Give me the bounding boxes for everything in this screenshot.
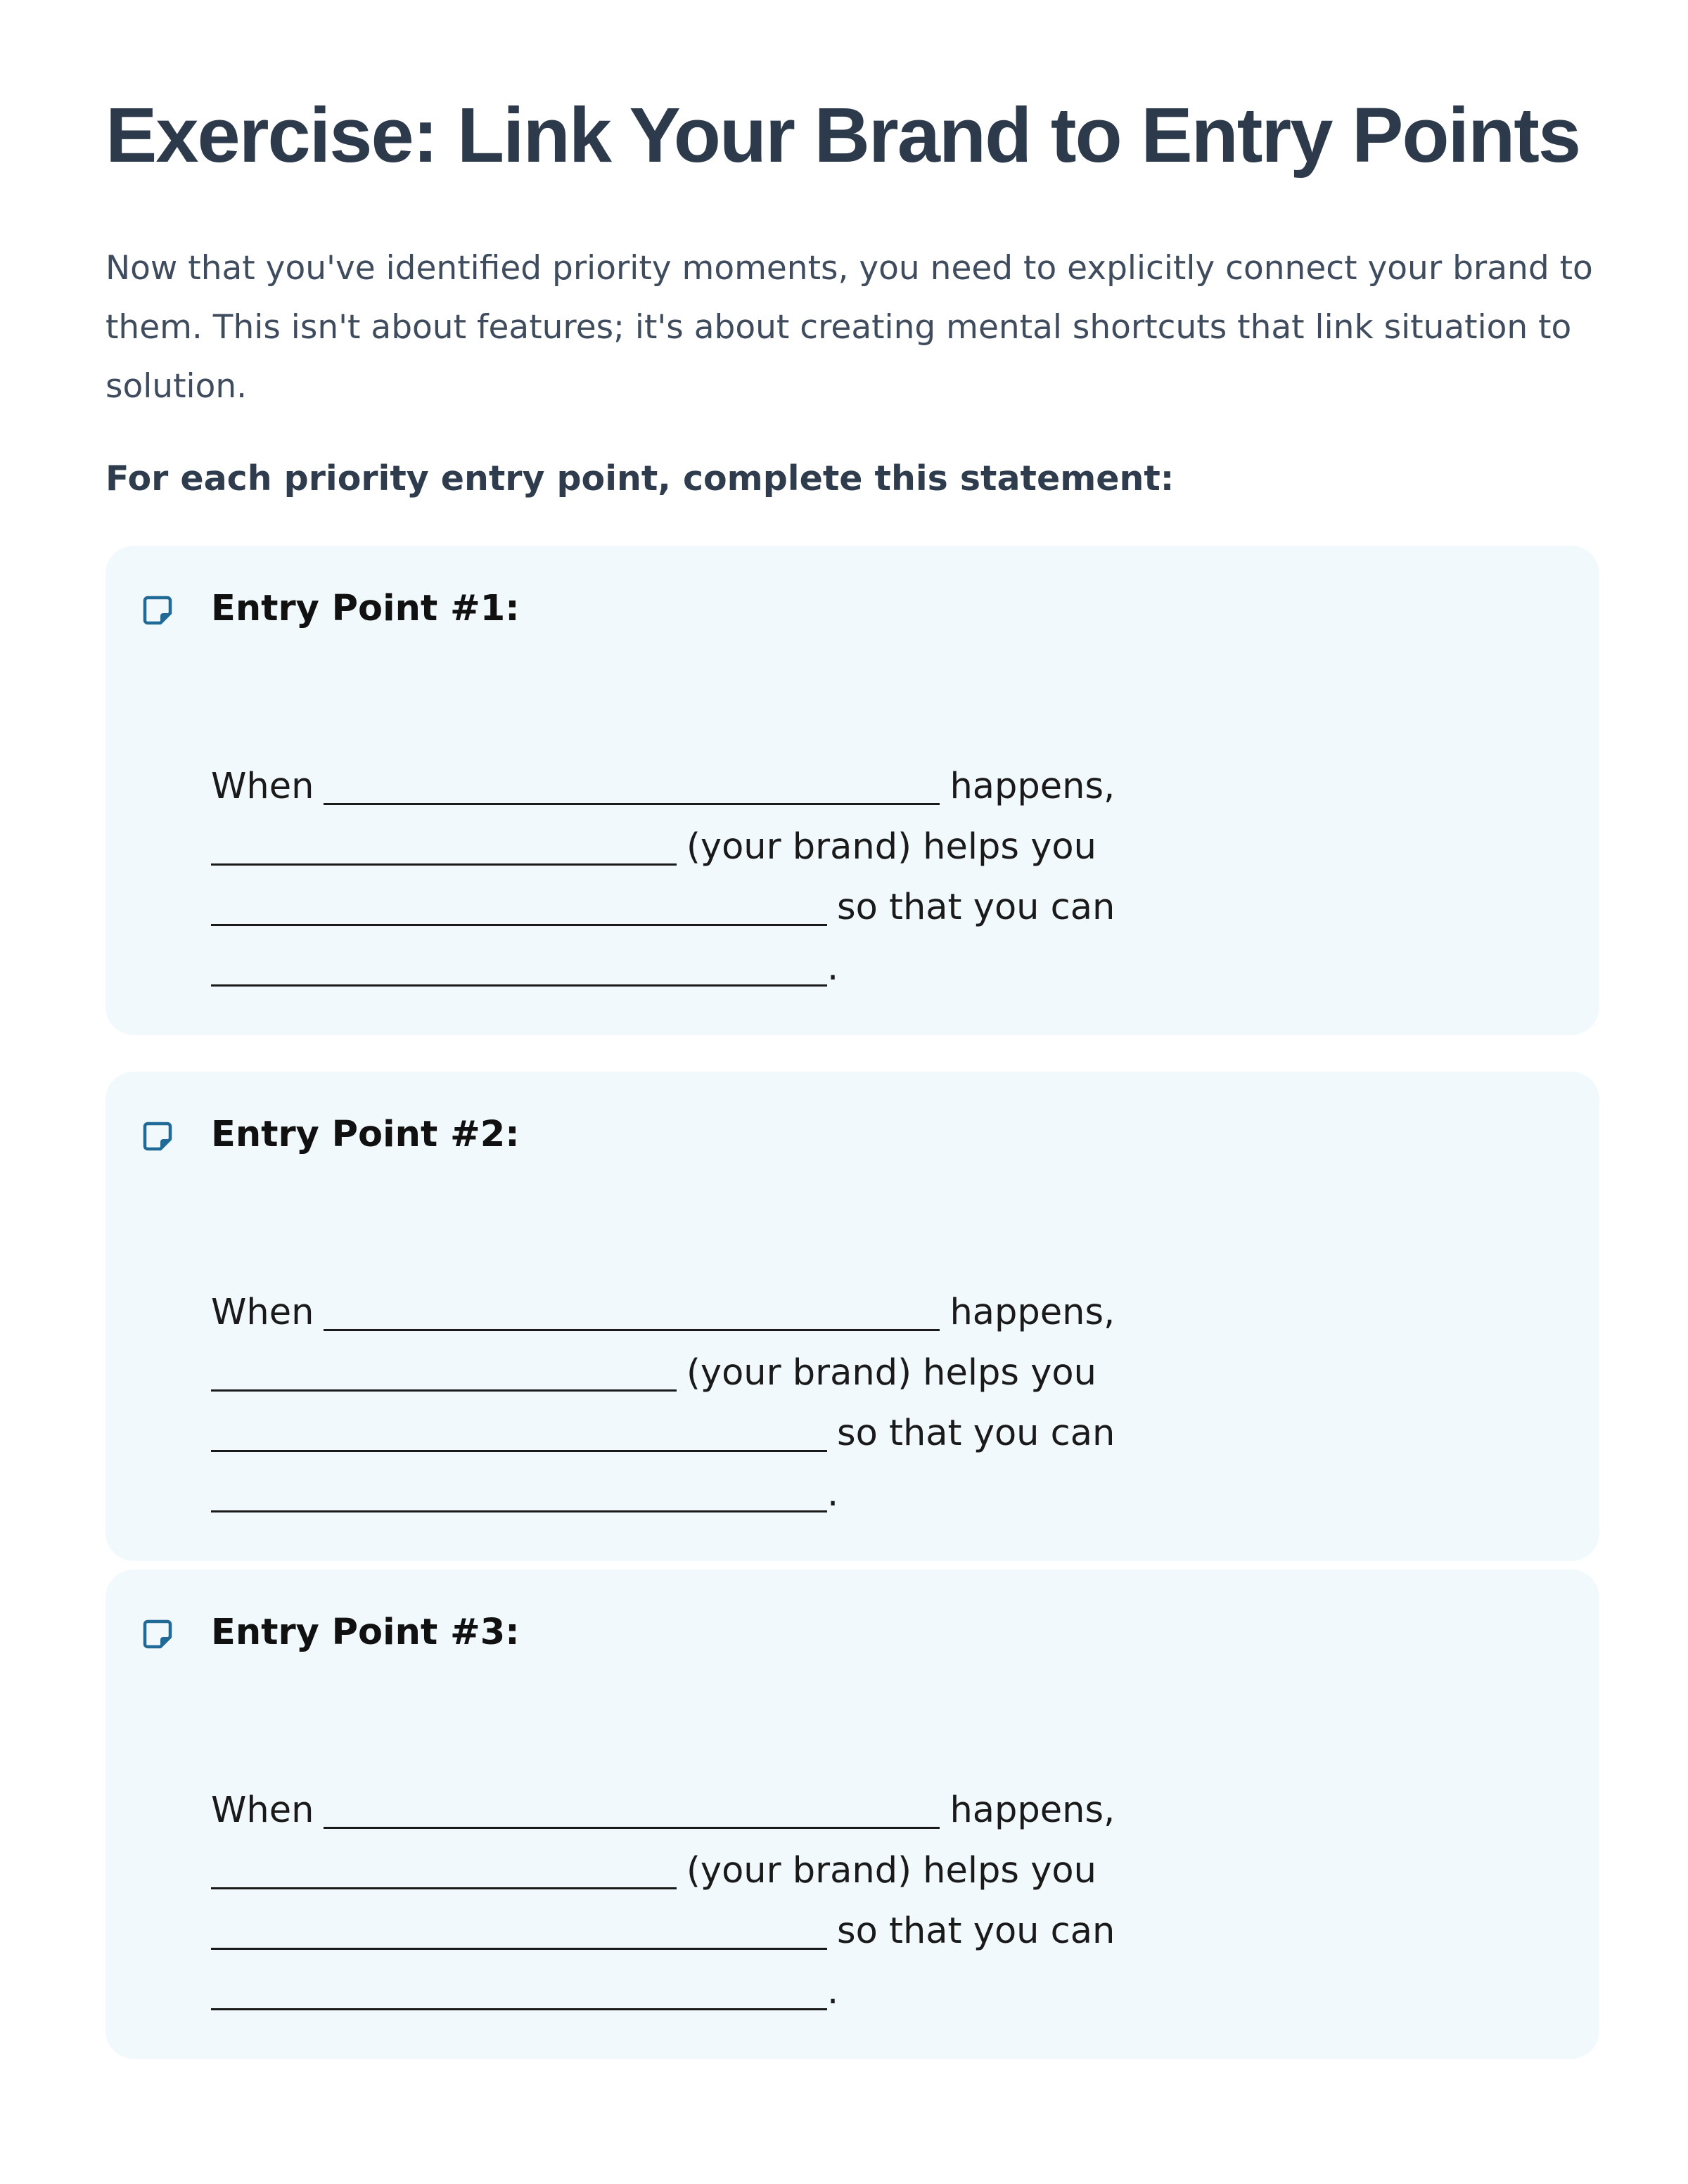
situation-blank[interactable] — [324, 762, 940, 805]
when-text: When — [211, 1790, 314, 1831]
action-blank[interactable] — [211, 1409, 827, 1452]
brand-blank[interactable] — [211, 1349, 677, 1392]
entry-point-card-1 — [106, 546, 1599, 1035]
outcome-blank[interactable] — [211, 1470, 827, 1512]
period-text: . — [827, 1473, 839, 1515]
entry-point-card-3 — [106, 1569, 1599, 2059]
entry-point-label: Entry Point #2: — [211, 1114, 520, 1155]
happens-text: happens, — [950, 1790, 1115, 1831]
when-text: When — [211, 766, 314, 807]
fill-in-statement — [211, 1283, 1115, 1524]
page-title: Exercise: Link Your Brand to Entry Points — [106, 92, 1580, 179]
happens-text: happens, — [950, 766, 1115, 807]
outcome-blank[interactable] — [211, 944, 827, 987]
your-brand-text: (your brand) helps you — [686, 1352, 1096, 1394]
period-text: . — [827, 1971, 839, 2012]
action-blank[interactable] — [211, 883, 827, 926]
action-blank[interactable] — [211, 1907, 827, 1950]
happens-text: happens, — [950, 1292, 1115, 1333]
brand-blank[interactable] — [211, 1846, 677, 1889]
fill-in-statement — [211, 757, 1115, 998]
when-text: When — [211, 1292, 314, 1333]
note-icon — [141, 1119, 174, 1153]
situation-blank[interactable] — [324, 1288, 940, 1331]
note-icon — [141, 1617, 174, 1651]
note-icon — [141, 593, 174, 627]
so-that-text: so that you can — [837, 1413, 1115, 1454]
brand-blank[interactable] — [211, 823, 677, 866]
situation-blank[interactable] — [324, 1786, 940, 1829]
entry-point-card-2 — [106, 1072, 1599, 1561]
outcome-blank[interactable] — [211, 1967, 827, 2010]
your-brand-text: (your brand) helps you — [686, 826, 1096, 868]
instruction-text: For each priority entry point, complete this statement: — [106, 458, 1175, 499]
entry-point-label: Entry Point #1: — [211, 588, 520, 629]
your-brand-text: (your brand) helps you — [686, 1850, 1096, 1891]
so-that-text: so that you can — [837, 1910, 1115, 1952]
so-that-text: so that you can — [837, 887, 1115, 928]
period-text: . — [827, 947, 839, 989]
entry-point-label: Entry Point #3: — [211, 1612, 520, 1653]
intro-paragraph: Now that you've identified priority moments, you need to explicitly connect your brand to them. This isn't about features; it's about creating mental shortcuts that link situation to solution. — [106, 249, 1593, 406]
fill-in-statement — [211, 1780, 1115, 2022]
